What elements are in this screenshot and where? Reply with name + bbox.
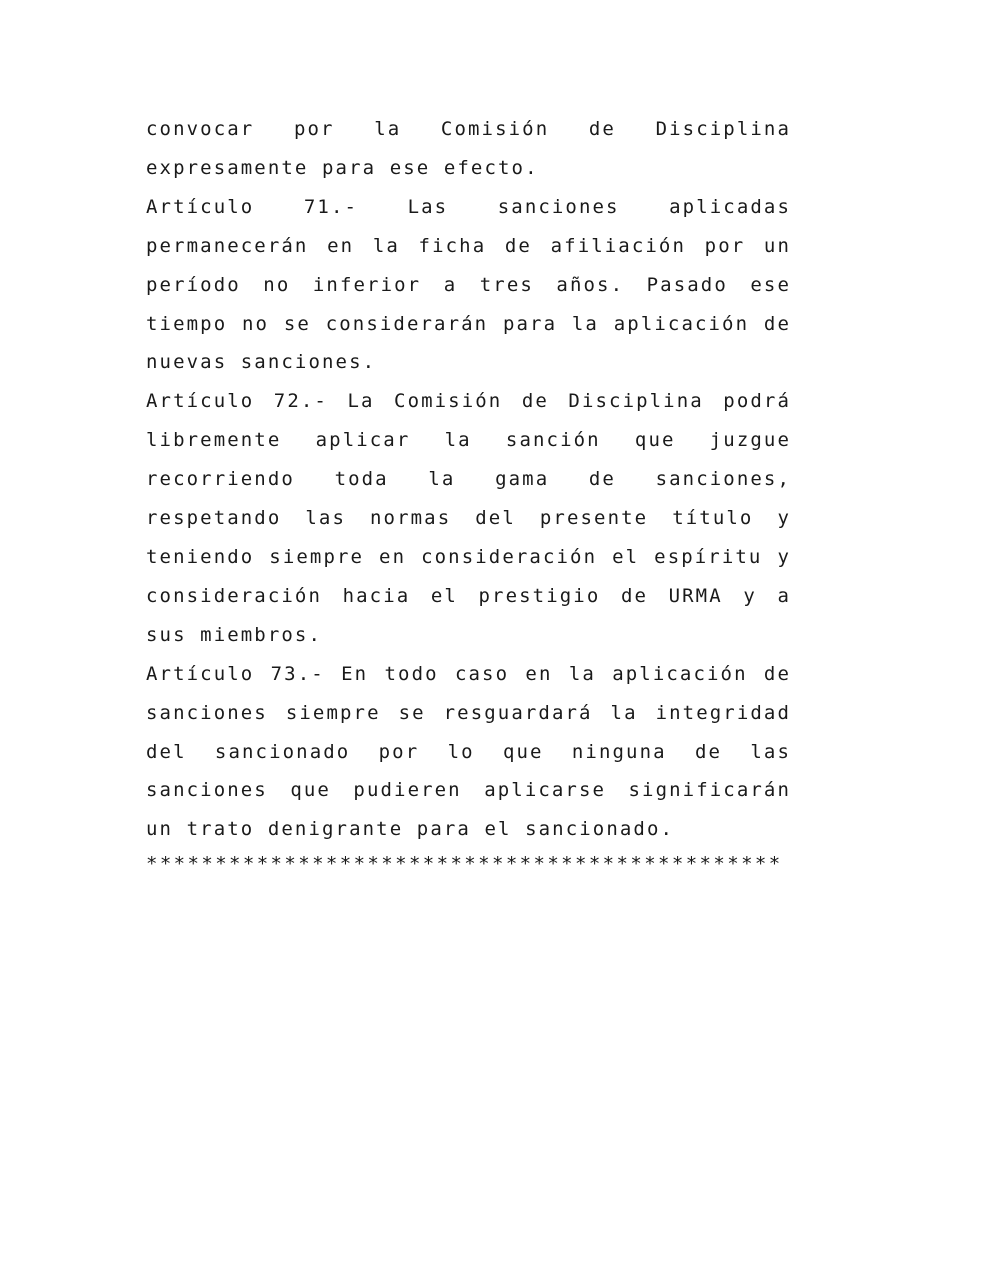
article-73: Artículo 73.- En todo caso en la aplicación de sanciones siempre se resguardará la integridad del sancionado por lo que ninguna de las sanciones que pudieren aplicarse significarán un trato denigrante para el sancionado. — [146, 662, 791, 841]
article-72: Artículo 72.- La Comisión de Disciplina podrá libremente aplicar la sanción que juzgue recorriendo toda la gama de sanciones, respetando las normas del presente título y teniendo siempre en consideración el espíritu y consideración hacia el prestigio de URMA y a sus miembros. — [146, 390, 791, 646]
article-71: Artículo 71.- Las sanciones aplicadas permanecerán en la ficha de afiliación por un período no inferior a tres años. Pasado ese tiempo no se considerarán para la aplicación de nuevas sanciones. — [146, 195, 791, 374]
paragraph-continuation: convocar por la Comisión de Disciplina expresamente para ese efecto. — [146, 118, 791, 179]
asterisk-separator: ********************************************** — [146, 853, 783, 876]
document-page — [146, 110, 791, 879]
